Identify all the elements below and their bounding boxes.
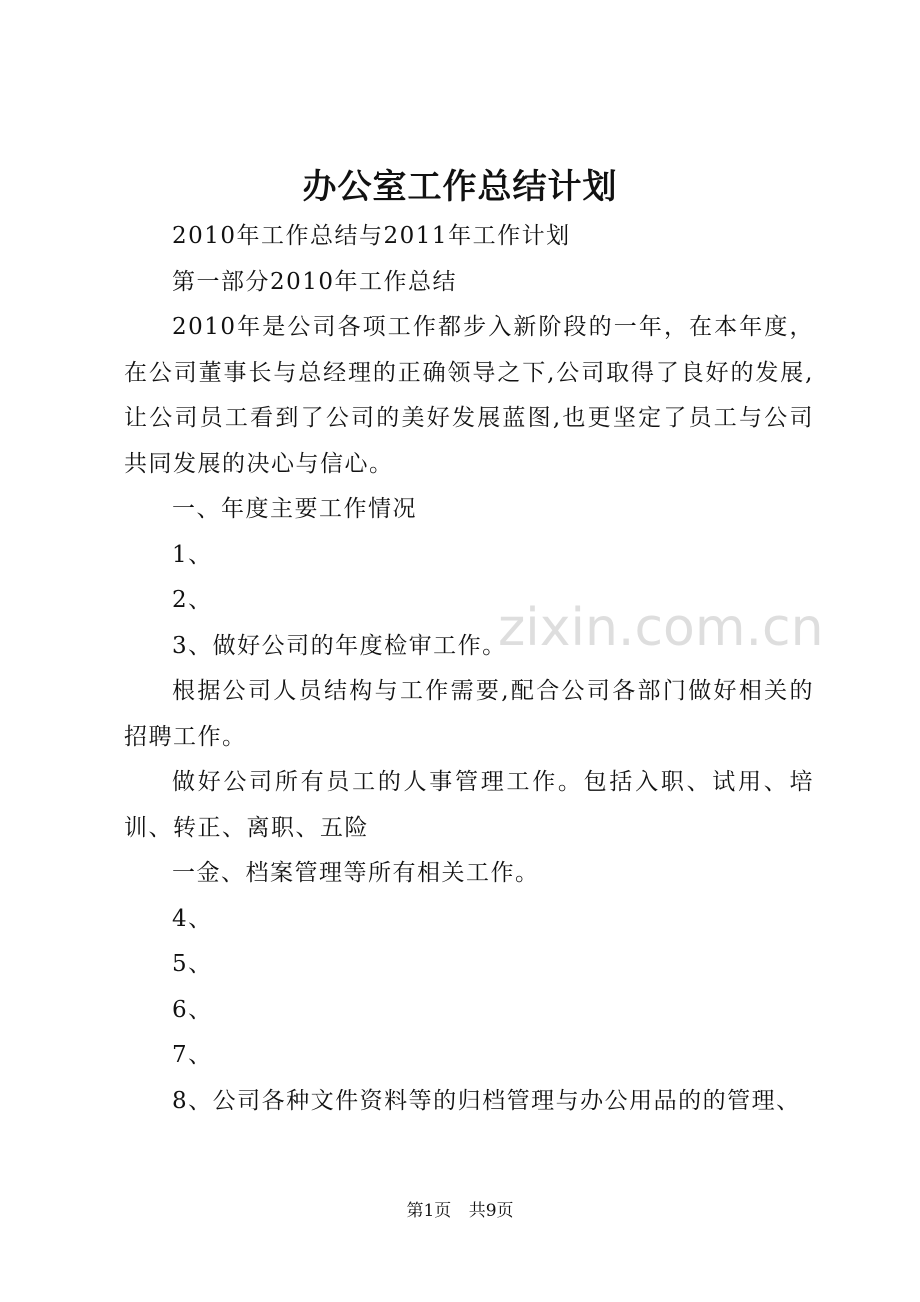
paragraph: 7、	[172, 1042, 213, 1068]
paragraph: 第一部分2010年工作总结	[172, 268, 458, 295]
paragraph: 2、	[172, 587, 213, 613]
document-title: 办公室工作总结计划	[302, 167, 618, 207]
paragraph: 3、做好公司的年度检审工作。	[172, 632, 507, 659]
paragraph: 做好公司所有员工的人事管理工作。包括入职、试用、培训、转正、离职、五险	[124, 769, 814, 841]
page-footer	[0, 1199, 920, 1223]
paragraph: 8、公司各种文件资料等的归档管理与办公用品的的管理、	[172, 1087, 801, 1114]
paragraph: 6、	[172, 996, 213, 1023]
paragraph: 1、	[172, 541, 213, 568]
paragraph: 2010年工作总结与2011年工作计划	[172, 223, 571, 249]
page-number-total: 共9页	[468, 1201, 514, 1221]
paragraph: 2010年是公司各项工作都步入新阶段的一年，在本年度，在公司董事长与总经理的正确领导之下,公司取得了良好的发展,让公司员工看到了公司的美好发展蓝图,也更坚定了员工与公司共同发展的决心与信心。	[124, 314, 814, 477]
watermark: zixin.com.cn	[498, 598, 824, 658]
paragraph: 4、	[172, 905, 213, 932]
paragraph: 5、	[172, 951, 213, 977]
paragraph: 根据公司人员结构与工作需要,配合公司各部门做好相关的招聘工作。	[124, 678, 814, 750]
paragraph: 一金、档案管理等所有相关工作。	[172, 860, 540, 886]
page-number-current: 第1页	[406, 1201, 452, 1221]
paragraph: 一、年度主要工作情况	[172, 496, 417, 522]
document-body	[124, 214, 814, 1124]
